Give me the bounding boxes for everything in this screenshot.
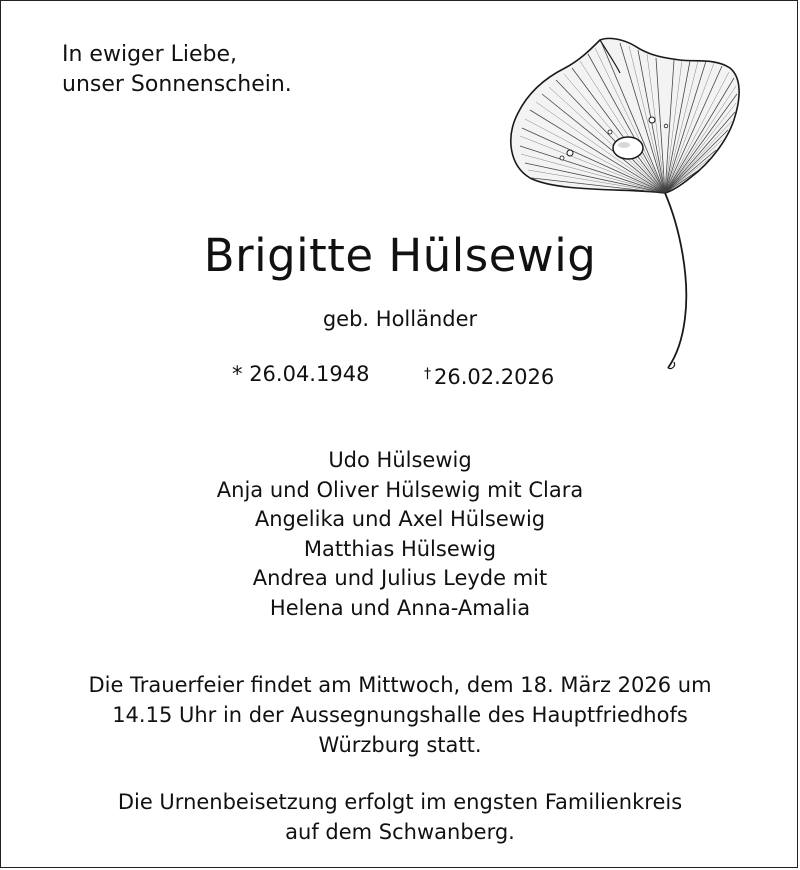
birth-date-line bbox=[232, 360, 369, 388]
ceremony-line: Würzburg statt. bbox=[318, 733, 482, 757]
death-symbol: † bbox=[424, 366, 431, 382]
motto-line: unser Sonnenschein. bbox=[62, 72, 292, 97]
mourners-list bbox=[0, 446, 800, 623]
birth-date: 26.04.1948 bbox=[249, 362, 370, 386]
mourner-line: Anja und Oliver Hülsewig mit Clara bbox=[216, 477, 584, 502]
maiden-name: geb. Holländer bbox=[322, 307, 478, 331]
birth-symbol: * bbox=[232, 362, 243, 386]
urn-burial-line: Die Urnenbeisetzung erfolgt im engsten Familienkreis bbox=[117, 790, 683, 814]
ceremony-line: Die Trauerfeier findet am Mittwoch, dem 18. März 2026 um bbox=[88, 673, 712, 697]
ceremony-line: 14.15 Uhr in der Aussegnungshalle des Hauptfriedhofs bbox=[112, 703, 688, 727]
death-date-line bbox=[424, 360, 554, 391]
motto-line: In ewiger Liebe, bbox=[62, 42, 238, 67]
motto bbox=[62, 40, 292, 100]
death-date: 26.02.2026 bbox=[434, 365, 555, 389]
urn-burial-line: auf dem Schwanberg. bbox=[285, 820, 515, 844]
deceased-name: Brigitte Hülsewig bbox=[203, 229, 597, 282]
mourner-line: Udo Hülsewig bbox=[328, 448, 472, 472]
urn-burial-notice bbox=[0, 787, 800, 847]
mourner-line: Matthias Hülsewig bbox=[303, 536, 497, 561]
mourner-line: Angelika und Axel Hülsewig bbox=[254, 507, 546, 531]
mourner-line: Andrea und Julius Leyde mit bbox=[252, 566, 548, 590]
ceremony-notice bbox=[0, 670, 800, 760]
mourner-line: Helena und Anna-Amalia bbox=[269, 595, 531, 620]
